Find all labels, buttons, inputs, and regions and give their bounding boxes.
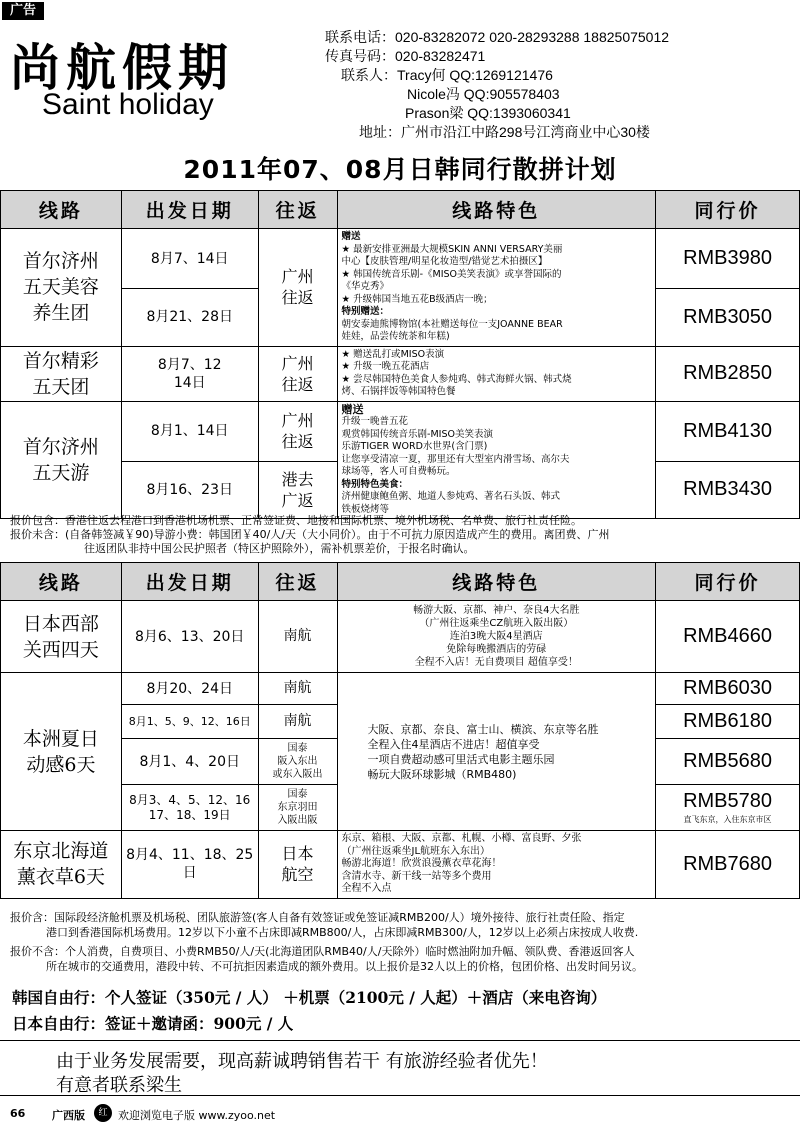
header-price: 同行价	[656, 563, 800, 601]
korea-header-row	[1, 191, 800, 229]
airline: 日本 航空	[258, 831, 337, 899]
departure-date: 8月20、24日	[121, 673, 258, 705]
airline: 国泰 东京羽田 入阪出阪	[258, 785, 337, 831]
departure-date: 8月16、23日	[121, 461, 258, 518]
airline: 国泰 阪入东出 或东入阪出	[258, 739, 337, 785]
price-note: 直飞东京，入住东京市区	[683, 815, 772, 824]
price: RMB6030	[656, 673, 800, 705]
round-trip: 广州 往返	[258, 229, 337, 347]
japan-table	[0, 562, 800, 899]
route-features: ★ 赠送乱打或MISO表演 ★ 升级一晚五花酒店 ★ 尝尽韩国特色美食人参炖鸡、韩式海鲜火锅、韩式烧 烤、石锅拌饭等韩国特色餐	[337, 346, 656, 401]
brand-name-cn: 尚航假期	[10, 38, 234, 97]
departure-date: 8月3、4、5、12、16 17、18、19日	[121, 785, 258, 831]
contact-block	[325, 28, 669, 142]
price: RMB3050	[656, 289, 800, 346]
price: RMB4660	[656, 601, 800, 673]
contact-phone: 联系电话：020-83282072 020-28293288 18825075012	[325, 29, 670, 45]
departure-date: 8月4、11、18、25日	[121, 831, 258, 899]
round-trip: 广州 往返	[258, 401, 337, 461]
round-trip: 港去 广返	[258, 461, 337, 518]
route-name: 日本西部 关西四天	[1, 601, 122, 673]
table-row	[1, 346, 800, 401]
edition-label: 广西版	[52, 1109, 85, 1122]
publication-logo-icon: 红	[94, 1104, 112, 1122]
korea-notes	[10, 514, 790, 556]
korea-table	[0, 190, 800, 519]
contact-person-nicole: Nicole冯 QQ:905578403	[407, 86, 560, 102]
route-features: 畅游大阪、京都、神户、奈良4大名胜 （广州往返乘坐CZ航班入阪出阪） 连泊3晚大阪4星酒店 免除每晚搬酒店的劳碌 全程不入店！无自费项目 超值享受！	[337, 601, 656, 673]
route-name: 首尔济州 五天美容 养生团	[1, 229, 122, 347]
price: RMB6180	[656, 705, 800, 739]
departure-date: 8月7、14日	[121, 229, 258, 289]
japan-notes	[10, 910, 790, 974]
price: RMB2850	[656, 346, 800, 401]
header-way: 往返	[258, 191, 337, 229]
airline: 南航	[258, 601, 337, 673]
table-row	[1, 831, 800, 899]
page-title: 2011年07、08月日韩同行散拼计划	[183, 155, 617, 184]
header-route: 线路	[1, 191, 122, 229]
korea-free-travel: 韩国自由行：个人签证（350元 / 人） ＋机票（2100元 / 人起）＋酒店（来电咨询）	[12, 988, 607, 1007]
departure-date: 8月1、5、9、12、16日	[121, 705, 258, 739]
table-row	[1, 601, 800, 673]
page-number: 66	[10, 1107, 26, 1120]
header-date: 出发日期	[121, 191, 258, 229]
departure-date: 8月1、4、20日	[121, 739, 258, 785]
header-route: 线路	[1, 563, 122, 601]
price: RMB7680	[656, 831, 800, 899]
route-features: 东京、箱根、大阪、京都、札幌、小樽、富良野、夕张 （广州往返乘坐JL航班东入东出） 畅游北海道！欣赏浪漫薰衣草花海！ 含清水寺、新干线一站等多个费用 全程不入点	[337, 831, 656, 899]
header-way: 往返	[258, 563, 337, 601]
price: RMB5680	[656, 739, 800, 785]
korea-excluded: 报价未含：(自备韩签减￥90)导游小费：韩国团￥40/人/天（大小同价）。由于不可抗力原因造成产生的费用。离团费、广州	[10, 528, 610, 541]
header-features: 线路特色	[337, 563, 656, 601]
japan-included-cont: 港口到香港国际机场费用。12岁以下小童不占床即减RMB800/人，占床即减RMB300/人，12岁以上必须占床按成人收费.	[46, 926, 639, 939]
website-link[interactable]: 欢迎浏览电子版 www.zyoo.net	[118, 1109, 276, 1122]
route-name: 本洲夏日 动感6天	[1, 673, 122, 831]
route-features: 赠送 升级一晚普五花 观赏韩国传统音乐剧-MISO美笑表演 乐游TIGER WORD水世界(含门票) 让您享受清凉一夏，那里还有大型室内滑雪场、高尔夫 球场等，客人可自费畅玩。 特别特色美食： 济州健康鲍鱼粥、地道人参炖鸡、著名石头饭、韩式 铁板烧烤等	[337, 401, 656, 519]
round-trip: 广州 往返	[258, 346, 337, 401]
route-features: 赠送 ★ 最新安排亚洲最大规模SKIN ANNI VERSARY美丽 中心【皮肤管理/明星化妆造型/错觉艺术拍摄区】 ★ 韩国传统音乐剧-《MISO美笑表演》或享誉国际的 《华克秀》 ★ 升级韩国当地五花B级酒店一晚； 特别赠送： 朝安泰迪熊博物馆(本社赠送每位一支JOANNE BEAR 娃娃，品尝传统茶和年糕)	[337, 229, 656, 347]
recruit-line-2: 有意者联系梁生	[56, 1075, 182, 1096]
route-name: 东京北海道 薰衣草6天	[1, 831, 122, 899]
japan-header-row	[1, 563, 800, 601]
korea-included: 报价包含：香港往返去程港口到香港机场机票、正常签证费、地接和国际机票、境外机场税、名单费、旅行社责任险。	[10, 514, 582, 527]
price: RMB3980	[656, 229, 800, 289]
price: RMB5780 直飞东京，入住东京市区	[656, 785, 800, 831]
japan-free-travel: 日本自由行：签证＋邀请函：900元 / 人	[12, 1014, 294, 1033]
price: RMB3430	[656, 461, 800, 518]
korea-excluded-cont: 往返团队非持中国公民护照者（特区护照除外），需补机票差价，于报名时确认。	[84, 542, 475, 555]
departure-date: 8月1、14日	[121, 401, 258, 461]
contact-person-tracy: 联系人：Tracy何 QQ:1269121476	[341, 67, 553, 83]
brand-name-en: Saint holiday	[42, 88, 214, 121]
header-price: 同行价	[656, 191, 800, 229]
airline: 南航	[258, 673, 337, 705]
contact-person-prason: Prason梁 QQ:1393060341	[405, 105, 571, 121]
route-features: 大阪、京都、奈良、富士山、横滨、东京等名胜 全程入住4星酒店不进店！超值享受 一项自费超动感可里活式电影主题乐园 畅玩大阪环球影城（RMB480)	[337, 673, 656, 831]
table-row	[1, 401, 800, 461]
route-name: 首尔济州 五天游	[1, 401, 122, 519]
route-name: 首尔精彩 五天团	[1, 346, 122, 401]
departure-date: 8月21、28日	[121, 289, 258, 346]
header-features: 线路特色	[337, 191, 656, 229]
header-date: 出发日期	[121, 563, 258, 601]
table-row	[1, 229, 800, 289]
recruit-box	[0, 1040, 800, 1096]
airline: 南航	[258, 705, 337, 739]
contact-fax: 传真号码：020-83282471	[325, 48, 486, 64]
contact-address: 地址：广州市沿江中路298号江湾商业中心30楼	[359, 124, 650, 140]
japan-excluded: 报价不含：个人消费，自费项目、小费RMB50/人/天(北海道团队RMB40/人/天除外）临时燃油附加升幅、领队费、香港返回客人	[10, 945, 635, 958]
japan-excluded-cont: 所在城市的交通费用，港段中转、不可抗拒因素造成的额外费用。以上报价是32人以上的价格，包团价格、出发时间另议。	[46, 960, 643, 973]
table-row	[1, 673, 800, 705]
departure-date: 8月6、13、20日	[121, 601, 258, 673]
footer	[0, 1104, 800, 1124]
ad-tag: 广告	[2, 2, 44, 20]
price: RMB4130	[656, 401, 800, 461]
departure-date: 8月7、12 14日	[121, 346, 258, 401]
japan-included: 报价含：国际段经济舱机票及机场税、团队旅游签(客人自备有效签证或免签证减RMB200/人）境外接待、旅行社责任险、指定	[10, 911, 625, 924]
recruit-line-1: 由于业务发展需要，现高薪诚聘销售若干 有旅游经验者优先！	[56, 1051, 548, 1072]
